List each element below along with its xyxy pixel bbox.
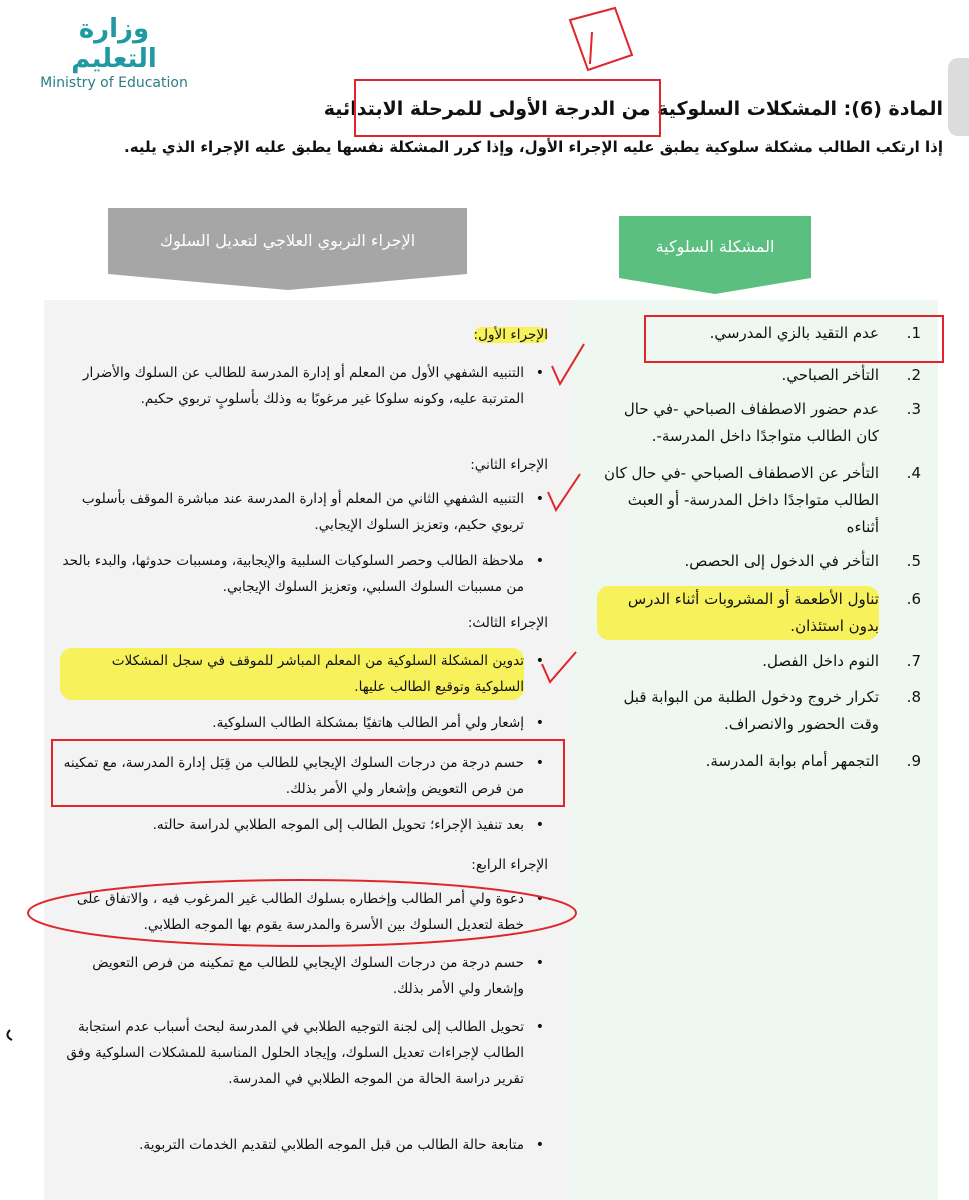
procedure-item: • حسم درجة من درجات السلوك الإيجابي للطالب من قِبَل إدارة المدرسة، مع تمكينه من فرص التعويض وإشعار ولي الأمر بذلك. xyxy=(60,750,548,802)
margin-mark-annotation xyxy=(7,1030,12,1040)
procedure-item: • بعد تنفيذ الإجراء؛ تحويل الطالب إلى الموجه الطلابي لدراسة حالته. xyxy=(60,812,548,838)
note-sketch-annotation xyxy=(570,8,632,70)
item-text: عدم التقيد بالزي المدرسي. xyxy=(709,324,879,342)
procedure-heading-fourth: الإجراء الرابع: xyxy=(471,857,548,873)
procedure-item: • تحويل الطالب إلى لجنة التوجيه الطلابي في المدرسة لبحث أسباب عدم استجابة الطالب لإجراءات تعديل السلوك، وإيجاد الحلول المناسبة للمشكلات السلوكية وفق تقرير دراسة الحالة من الموجه الطلابي في المدرسة. xyxy=(60,1014,548,1092)
bullet-icon: • xyxy=(535,1019,544,1035)
list-item xyxy=(597,396,921,450)
item-number: 3. xyxy=(906,400,921,418)
bullet-icon: • xyxy=(535,1137,544,1153)
bullet-icon: • xyxy=(535,891,544,907)
procedure-heading-third: الإجراء الثالث: xyxy=(467,615,548,631)
item-number: 1. xyxy=(906,324,921,342)
list-item xyxy=(597,320,921,347)
procedure-item: • دعوة ولي أمر الطالب وإخطاره بسلوك الطالب غير المرغوب فيه ، والاتفاق على خطة لتعديل السلوك بين الأسرة والمدرسة يقوم بها الموجه الطلابي. xyxy=(60,886,548,938)
bullet-icon: • xyxy=(535,365,544,381)
bullet-icon: • xyxy=(535,715,544,731)
problem-column-header: المشكلة السلوكية xyxy=(619,216,811,278)
list-item xyxy=(597,460,921,541)
procedure-item: • التنبيه الشفهي الأول من المعلم أو إدارة المدرسة للطالب عن السلوك والأضرار المترتبة عليه، وكونه سلوكا غير مرغوبًا به وذلك بأسلوبٍ تربوي حكيم. xyxy=(60,360,548,412)
item-text: عدم حضور الاصطفاف الصباحي -في حال كان الطالب متواجدًا داخل المدرسة-. xyxy=(623,400,879,445)
page-title: المادة (6): المشكلات السلوكية من الدرجة الأولى للمرحلة الابتدائية xyxy=(323,98,943,120)
scroll-edge-tab xyxy=(948,58,969,136)
logo-arabic: وزارة التعليم xyxy=(71,14,157,74)
list-item xyxy=(597,548,921,575)
procedure-heading-first: الإجراء الأول: xyxy=(473,327,548,343)
procedure-column-header: الإجراء التربوي العلاجي لتعديل السلوك xyxy=(108,208,467,274)
list-item xyxy=(597,648,921,675)
item-text: التأخر الصباحي. xyxy=(781,366,879,384)
intro-text: إذا ارتكب الطالب مشكلة سلوكية يطبق عليه الإجراء الأول، وإذا كرر المشكلة نفسها يطبق عليه الإجراء الذي يليه. xyxy=(124,138,943,156)
item-text: التأخر عن الاصطفاف الصباحي -في حال كان الطالب متواجدًا داخل المدرسة- أو العبث أثناءه xyxy=(603,464,879,536)
procedure-item: • حسم درجة من درجات السلوك الإيجابي للطالب مع تمكينه من فرص التعويض وإشعار ولي الأمر بذلك. xyxy=(60,950,548,1002)
list-item xyxy=(597,684,921,738)
item-text: النوم داخل الفصل. xyxy=(762,652,879,670)
list-item xyxy=(597,748,921,775)
item-number: 8. xyxy=(906,688,921,706)
item-number: 6. xyxy=(906,590,921,608)
item-text: تكرار خروج ودخول الطلبة من البوابة قبل وقت الحضور والانصراف. xyxy=(623,688,879,733)
logo-english: Ministry of Education xyxy=(40,75,188,91)
bullet-icon: • xyxy=(535,553,544,569)
bullet-icon: • xyxy=(535,653,544,669)
item-text: تناول الأطعمة أو المشروبات أثناء الدرس بدون استئذان. xyxy=(597,586,879,640)
list-item xyxy=(597,586,921,640)
item-number: 4. xyxy=(906,464,921,482)
procedure-item: • التنبيه الشفهي الثاني من المعلم أو إدارة المدرسة عند مباشرة الموقف بأسلوب تربوي حكيم، وتعزيز السلوك الإيجابي. xyxy=(60,486,548,538)
procedure-item: • إشعار ولي أمر الطالب هاتفيًا بمشكلة الطالب السلوكية. xyxy=(60,710,548,736)
bullet-icon: • xyxy=(535,955,544,971)
note-line-annotation xyxy=(590,32,592,64)
bullet-icon: • xyxy=(535,817,544,833)
procedure-item: • تدوين المشكلة السلوكية من المعلم المباشر للموقف في سجل المشكلات السلوكية وتوقيع الطالب عليها. xyxy=(60,648,548,700)
item-number: 9. xyxy=(906,752,921,770)
item-number: 2. xyxy=(906,366,921,384)
bullet-icon: • xyxy=(535,491,544,507)
item-number: 5. xyxy=(906,552,921,570)
item-number: 7. xyxy=(906,652,921,670)
item-text: التجمهر أمام بوابة المدرسة. xyxy=(705,752,879,770)
ministry-logo xyxy=(34,14,194,92)
bullet-icon: • xyxy=(535,755,544,771)
procedure-item: • ملاحظة الطالب وحصر السلوكيات السلبية والإيجابية، ومسببات حدوثها، والبدء بالحد من مسببات السلوك السلبي، وتعزيز السلوك الإيجابي. xyxy=(60,548,548,600)
list-item xyxy=(597,362,921,389)
procedure-heading-second: الإجراء الثاني: xyxy=(470,457,548,473)
procedure-item: • متابعة حالة الطالب من قبل الموجه الطلابي لتقديم الخدمات التربوية. xyxy=(60,1132,548,1158)
item-text: التأخر في الدخول إلى الحصص. xyxy=(684,552,879,570)
